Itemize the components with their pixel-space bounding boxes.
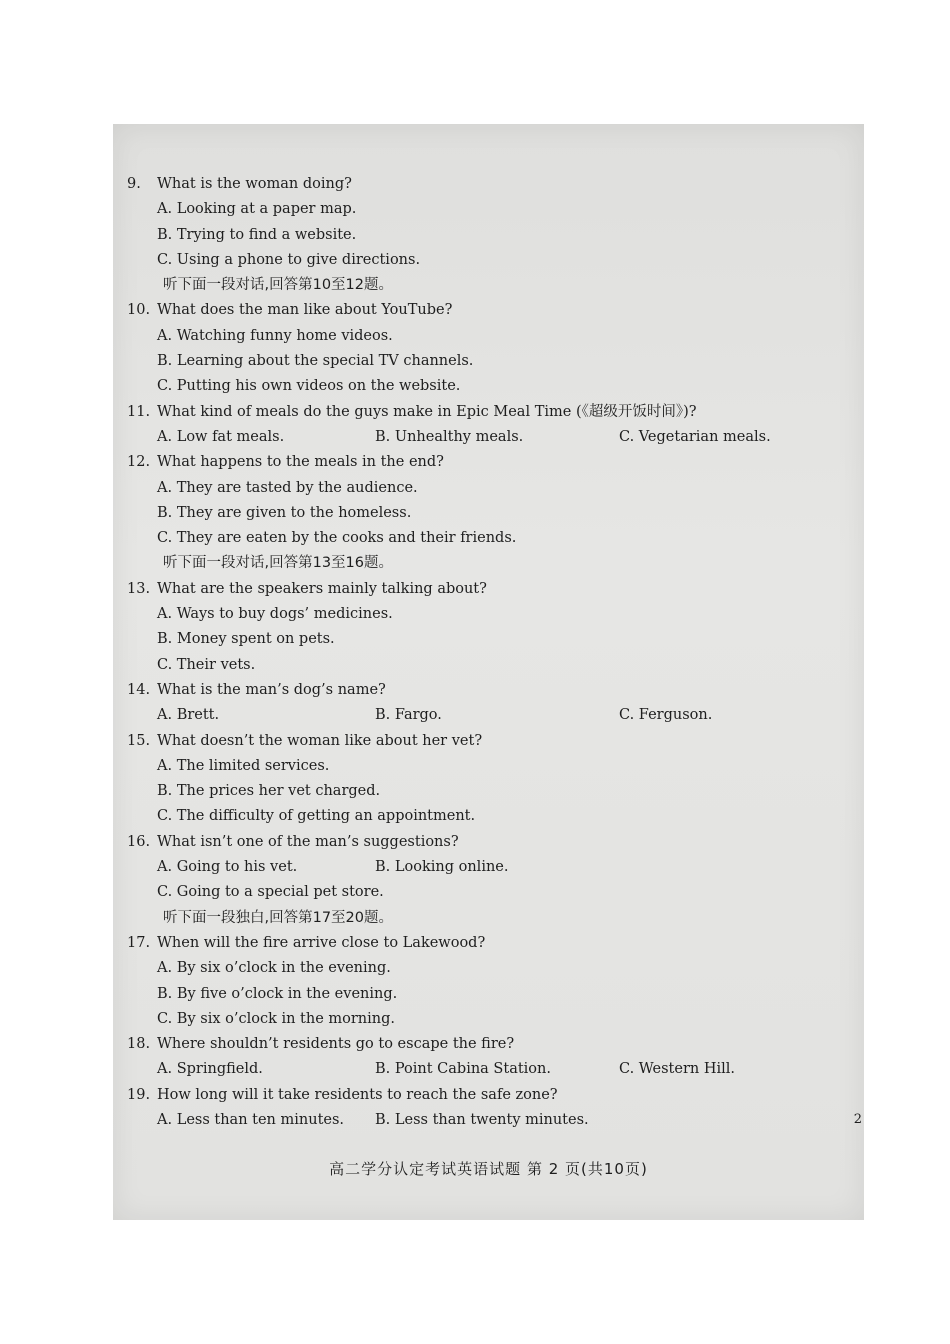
- exam-page: [113, 124, 864, 1220]
- question-stem: [127, 1032, 847, 1057]
- answer-option: B. Fargo.: [375, 707, 442, 724]
- question-list: [127, 172, 847, 1133]
- answer-option: C. Western Hill.: [619, 1061, 735, 1078]
- question-number: 13.: [127, 580, 151, 597]
- question-number: 10.: [127, 302, 151, 319]
- question-stem: [127, 400, 847, 425]
- question-text: What is the man’s dog’s name?: [157, 681, 386, 698]
- answer-option-row: [127, 1057, 847, 1082]
- answer-option: B. Trying to find a website.: [157, 226, 357, 243]
- question-stem: [127, 577, 847, 602]
- answer-option: C. Their vets.: [157, 656, 256, 673]
- question-stem: [127, 1083, 847, 1108]
- question-number: 16.: [127, 833, 151, 850]
- question-number: 17.: [127, 934, 151, 951]
- answer-option: A. By six o’clock in the evening.: [157, 960, 391, 977]
- answer-option-row: [127, 1108, 847, 1133]
- question-text: What isn’t one of the man’s suggestions?: [157, 833, 459, 850]
- question-stem: [127, 450, 847, 475]
- answer-option: B. They are given to the homeless.: [157, 504, 412, 521]
- question-number: 14.: [127, 681, 151, 698]
- side-page-mark: 2: [853, 1112, 862, 1127]
- answer-option: C. By six o’clock in the morning.: [157, 1010, 396, 1027]
- answer-option: C. Using a phone to give directions.: [157, 251, 421, 268]
- answer-option: C. They are eaten by the cooks and their friends.: [157, 530, 517, 547]
- answer-option: C. The difficulty of getting an appointment.: [157, 808, 476, 825]
- answer-option: A. The limited services.: [157, 757, 330, 774]
- question-stem: [127, 729, 847, 754]
- question-number: 18.: [127, 1036, 151, 1053]
- question-number: 12.: [127, 454, 151, 471]
- answer-option: A. Springfield.: [157, 1061, 263, 1078]
- question-text: What does the man like about YouTube?: [157, 302, 453, 319]
- answer-option: A. Going to his vet.: [157, 859, 298, 876]
- section-instruction: 听下面一段独白,回答第17至20题。: [163, 909, 394, 926]
- question-number: 11.: [127, 403, 151, 420]
- answer-option: B. Learning about the special TV channels.: [157, 353, 474, 370]
- page-footer: 高二学分认定考试英语试题 第 2 页(共10页): [329, 1160, 648, 1178]
- answer-option: A. They are tasted by the audience.: [157, 479, 418, 496]
- section-instruction: 听下面一段对话,回答第10至12题。: [163, 277, 394, 294]
- question-text: What is the woman doing?: [157, 176, 352, 192]
- question-text: Where shouldn’t residents go to escape the fire?: [157, 1036, 515, 1053]
- answer-option: B. By five o’clock in the evening.: [157, 985, 398, 1002]
- answer-option: B. Money spent on pets.: [157, 631, 335, 648]
- question-number: 9.: [127, 176, 141, 192]
- answer-option: B. Unhealthy meals.: [375, 428, 524, 445]
- answer-option: B. The prices her vet charged.: [157, 783, 381, 800]
- question-text: How long will it take residents to reach the safe zone?: [157, 1086, 558, 1103]
- answer-option: C. Putting his own videos on the website.: [157, 378, 461, 395]
- question-text: What doesn’t the woman like about her vet?: [157, 732, 483, 749]
- answer-option: B. Less than twenty minutes.: [375, 1111, 589, 1128]
- answer-option: A. Watching funny home videos.: [157, 327, 393, 344]
- answer-option: C. Vegetarian meals.: [619, 428, 771, 445]
- section-instruction: 听下面一段对话,回答第13至16题。: [163, 555, 394, 572]
- question-text: What happens to the meals in the end?: [157, 454, 444, 471]
- question-text: What kind of meals do the guys make in Epic Meal Time (《超级开饭时间》)?: [157, 403, 697, 420]
- answer-option: A. Ways to buy dogs’ medicines.: [157, 606, 393, 623]
- answer-option: B. Looking online.: [375, 859, 509, 876]
- question-stem: [127, 678, 847, 703]
- answer-option-row: [127, 703, 847, 728]
- question-stem: [127, 298, 847, 323]
- answer-option: B. Point Cabina Station.: [375, 1061, 551, 1078]
- question-number: 15.: [127, 732, 151, 749]
- answer-option: C. Going to a special pet store.: [157, 884, 384, 901]
- answer-option-row: [127, 425, 847, 450]
- question-number: 19.: [127, 1086, 151, 1103]
- question-stem: [127, 931, 847, 956]
- question-text: When will the fire arrive close to Lakewood?: [157, 934, 486, 951]
- answer-option: A. Looking at a paper map.: [157, 201, 357, 218]
- answer-option-row: [127, 855, 847, 880]
- answer-option: A. Brett.: [157, 707, 220, 724]
- answer-option: A. Less than ten minutes.: [157, 1111, 345, 1128]
- question-stem: [127, 172, 847, 197]
- question-text: What are the speakers mainly talking about?: [157, 580, 487, 597]
- answer-option: A. Low fat meals.: [157, 428, 285, 445]
- question-stem: [127, 830, 847, 855]
- answer-option: C. Ferguson.: [619, 707, 713, 724]
